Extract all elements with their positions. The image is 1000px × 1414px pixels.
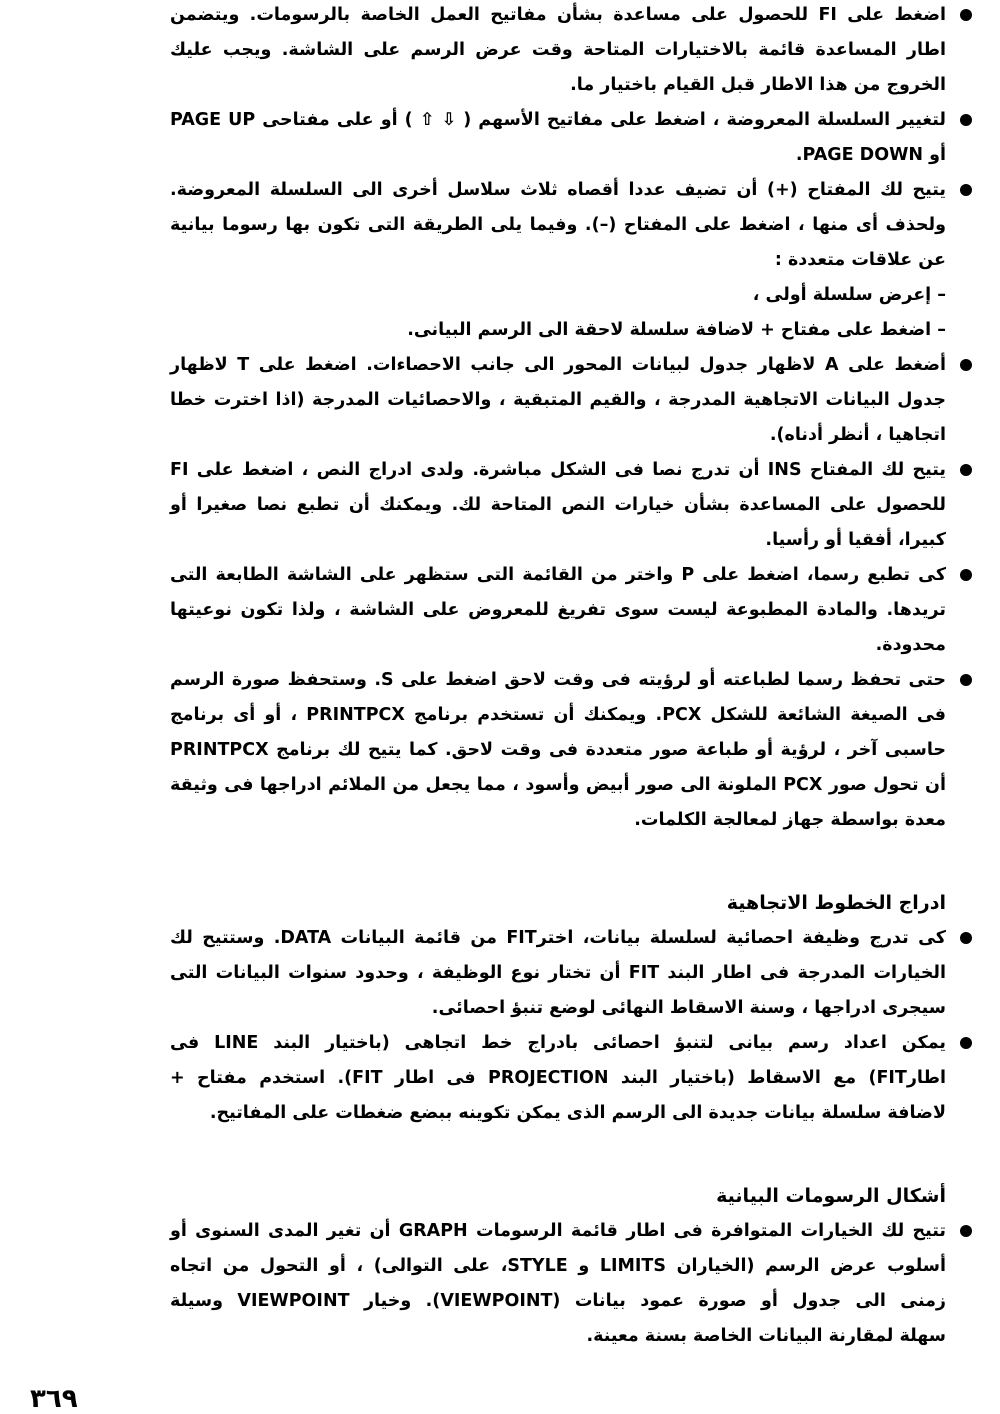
bullet-icon (960, 674, 972, 686)
bullet-item (170, 663, 946, 838)
bullet-icon (960, 1225, 972, 1237)
text-line: اطار المساعدة قائمة بالاختيارات المتاحة وقت عرض الرسم على الشاشة. ويجب عليك (170, 40, 946, 60)
bullet-item (170, 1214, 946, 1354)
text-line: للحصول على المساعدة بشأن خيارات النص المتاحة لك. ويمكنك أن تطبع نصا صغيرا أو (170, 495, 946, 515)
bullet-icon (960, 184, 972, 196)
bullet-icon (960, 9, 972, 21)
text-line: يتيح لك المفتاح INS أن تدرج نصا فى الشكل مباشرة. ولدى ادراج النص ، اضغط على FI (170, 460, 946, 480)
text-line: لاضافة سلسلة بيانات جديدة الى الرسم الذى يمكن تكوينه ببضع ضغطات على المفاتيح. (209, 1103, 946, 1123)
text-line: معدة بواسطة جهاز لمعالجة الكلمات. (634, 810, 946, 830)
text-line: الخروج من هذا الاطار قبل القيام باختيار ما. (570, 75, 946, 95)
bullet-item (170, 1026, 946, 1131)
bullet-icon (960, 464, 972, 476)
bullet-item (170, 558, 946, 663)
text-line: أسلوب عرض الرسم (الخياران LIMITS و STYLE، على التوالى) ، أو التحول من اتجاه (170, 1256, 946, 1276)
text-line: حاسبى آخر ، لرؤية أو طباعة صور متعددة فى وقت لاحق. كما يتيح لك برنامج PRINTPCX (170, 740, 946, 760)
text-line: محدودة. (875, 635, 946, 655)
text-line: تريدها. والمادة المطبوعة ليست سوى تفريغ للمعروض على الشاشة ، ولذا تكون نوعيتها (170, 600, 946, 620)
text-line: كى تدرج وظيفة احصائية لسلسلة بيانات، اخترFIT من قائمة البيانات DATA. وستتيح لك (170, 928, 946, 948)
text-line: اتجاهيا ، أنظر أدناه). (769, 425, 946, 445)
document-body (170, 0, 946, 1354)
bullet-icon (960, 569, 972, 581)
text-line: اضغط على FI للحصول على مساعدة بشأن مفاتيح العمل الخاصة بالرسومات. ويتضمن (170, 5, 946, 25)
bullet-item (170, 453, 946, 558)
text-line: زمنى الى جدول أو صورة عمود بيانات (VIEWPOINT). وخيار VIEWPOINT وسيلة (170, 1291, 946, 1311)
bullet-icon (960, 932, 972, 944)
text-line: عن علاقات متعددة : (774, 250, 946, 270)
text-line: يمكن اعداد رسم بيانى لتنبؤ احصائى بادراج خط اتجاهى (باختيار البند LINE فى (170, 1033, 946, 1053)
text-line: لتغيير السلسلة المعروضة ، اضغط على مفاتيح الأسهم ( ⇩ ⇧ ) أو على مفتاحى PAGE UP (170, 110, 946, 130)
text-line: أضغط على A لاظهار جدول لبيانات المحور الى جانب الاحصاءات. اضغط على T لاظهار (170, 355, 947, 375)
page-number: ٣٦٩ (30, 1384, 78, 1414)
bullet-item (170, 348, 946, 453)
bullet-item (170, 173, 946, 278)
text-line: سهلة لمقارنة البيانات الخاصة بسنة معينة. (586, 1326, 946, 1346)
section-heading-text: أشكال الرسومات البيانية (716, 1185, 946, 1207)
text-line: أن تحول صور PCX الملونة الى صور أبيض وأسود ، مما يجعل من الملائم ادراجها فى وثيقة (170, 775, 946, 795)
text-line: اطارFIT) مع الاسقاط (باختيار البند PROJECTION فى اطار FIT). استخدم مفتاح + (170, 1068, 946, 1088)
bullet-item (170, 921, 946, 1026)
text-line: جدول البيانات الاتجاهية المدرجة ، والقيم المتبقية ، والاحصائيات المدرجة (اذا اخترت خطا (170, 390, 946, 410)
bullet-icon (960, 359, 972, 371)
text-line: الخيارات المدرجة فى اطار البند FIT أن تختار نوع الوظيفة ، وحدود سنوات البيانات التى (170, 963, 946, 983)
section-heading-text: ادراج الخطوط الاتجاهية (726, 892, 946, 914)
dash-item (170, 313, 946, 348)
text-line: ولحذف أى منها ، اضغط على المفتاح (–). وفيما يلى الطريقة التى تكون بها رسوما بيانية (170, 215, 946, 235)
text-line: تتيح لك الخيارات المتوافرة فى اطار قائمة الرسومات GRAPH أن تغير المدى السنوى أو (170, 1221, 947, 1241)
text-line: يتيح لك المفتاح (+) أن تضيف عددا أقصاه ثلاث سلاسل أخرى الى السلسلة المعروضة. (170, 180, 946, 200)
dash-item (170, 278, 946, 313)
bullet-item (170, 0, 946, 103)
text-line: سيجرى ادراجها ، وسنة الاسقاط النهائى لوضع تنبؤ احصائى. (431, 998, 946, 1018)
text-line: حتى تحفظ رسما لطباعته أو لرؤيته فى وقت لاحق اضغط على S. وستحفظ صورة الرسم (170, 670, 947, 690)
text-line: كبيرا، أفقيا أو رأسيا. (765, 530, 946, 550)
text-line: – إعرض سلسلة أولى ، (752, 285, 946, 305)
text-line: أو PAGE DOWN. (795, 145, 946, 165)
text-line: كى تطبع رسما، اضغط على P واختر من القائمة التى ستظهر على الشاشة الطابعة التى (170, 565, 947, 585)
bullet-item (170, 103, 946, 173)
text-line: فى الصيغة الشائعة للشكل PCX. ويمكنك أن تستخدم برنامج PRINTPCX ، أو أى برنامج (170, 705, 946, 725)
bullet-icon (960, 114, 972, 126)
bullet-icon (960, 1037, 972, 1049)
section-heading (170, 1179, 946, 1214)
section-heading (170, 886, 946, 921)
text-line: – اضغط على مفتاح + لاضافة سلسلة لاحقة الى الرسم البيانى. (407, 320, 946, 340)
